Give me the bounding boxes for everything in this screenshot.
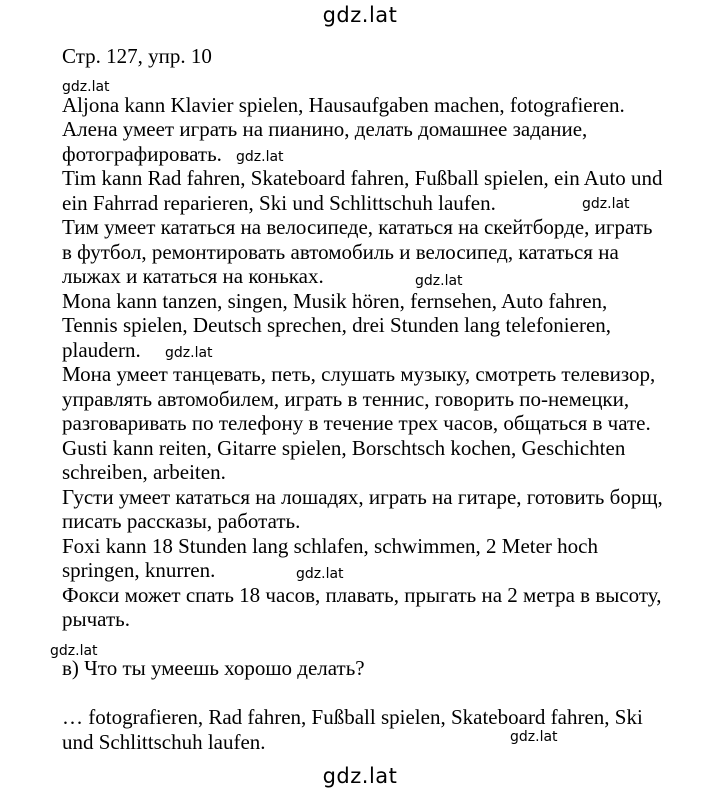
blank-line bbox=[62, 681, 712, 706]
text-line: Gusti kann reiten, Gitarre spielen, Borschtsch kochen, Geschichten bbox=[62, 435, 626, 460]
watermark: gdz.lat bbox=[62, 79, 110, 95]
blank-line bbox=[62, 632, 712, 657]
watermark: gdz.lat bbox=[236, 149, 284, 165]
text-line: Алена умеет играть на пианино, делать домашнее задание, bbox=[62, 117, 588, 141]
text-line: писать рассказы, работать. bbox=[62, 509, 301, 533]
text-line: ein Fahrrad reparieren, Ski und Schlittschuh laufen. bbox=[62, 190, 496, 215]
text-line: plaudern. bbox=[62, 337, 141, 362]
page-heading: Стр. 127, упр. 10 bbox=[62, 44, 212, 68]
answer-line: und Schlittschuh laufen. bbox=[62, 729, 266, 754]
text-line: лыжах и кататься на коньках. bbox=[62, 264, 324, 288]
watermark: gdz.lat bbox=[296, 566, 344, 582]
text-line: в футбол, ремонтировать автомобиль и велосипед, кататься на bbox=[62, 239, 619, 264]
text-line: разговаривать по телефону в течение трех часов, общаться в чате. bbox=[62, 411, 651, 435]
text-line: Tim kann Rad fahren, Skateboard fahren, Fußball spielen, ein Auto und bbox=[62, 166, 663, 190]
text-line: Тим умеет кататься на велосипеде, кататься на скейтборде, играть bbox=[62, 215, 653, 239]
question-line: в) Что ты умеешь хорошо делать? bbox=[62, 656, 365, 680]
watermark: gdz.lat bbox=[582, 196, 630, 212]
site-mark-top: gdz.lat bbox=[322, 3, 398, 27]
text-line: Mona kann tanzen, singen, Musik hören, fernsehen, Auto fahren, bbox=[62, 288, 608, 313]
site-mark-bottom: gdz.lat bbox=[322, 764, 398, 788]
text-line: Aljona kann Klavier spielen, Hausaufgaben machen, fotografieren. bbox=[62, 92, 625, 117]
text-line: Foxi kann 18 Stunden lang schlafen, schwimmen, 2 Meter hoch bbox=[62, 533, 598, 558]
answer-line: … fotografieren, Rad fahren, Fußball spielen, Skateboard fahren, Ski bbox=[62, 705, 643, 729]
watermark: gdz.lat bbox=[165, 345, 213, 361]
watermark: gdz.lat bbox=[50, 643, 98, 659]
exercise-text bbox=[62, 44, 712, 754]
watermark: gdz.lat bbox=[415, 273, 463, 289]
text-line: управлять автомобилем, играть в теннис, говорить по-немецки, bbox=[62, 386, 630, 411]
text-line: фотографировать. bbox=[62, 141, 222, 166]
text-line: рычать. bbox=[62, 607, 130, 631]
text-line: Мона умеет танцевать, петь, слушать музыку, смотреть телевизор, bbox=[62, 362, 656, 386]
text-line: Густи умеет кататься на лошадях, играть на гитаре, готовить борщ, bbox=[62, 484, 663, 509]
text-line: springen, knurren. bbox=[62, 558, 216, 582]
text-line: Фокси может спать 18 часов, плавать, прыгать на 2 метра в высоту, bbox=[62, 582, 662, 607]
text-line: Tennis spielen, Deutsch sprechen, drei Stunden lang telefonieren, bbox=[62, 313, 612, 337]
text-line: schreiben, arbeiten. bbox=[62, 460, 226, 484]
watermark: gdz.lat bbox=[510, 729, 558, 745]
